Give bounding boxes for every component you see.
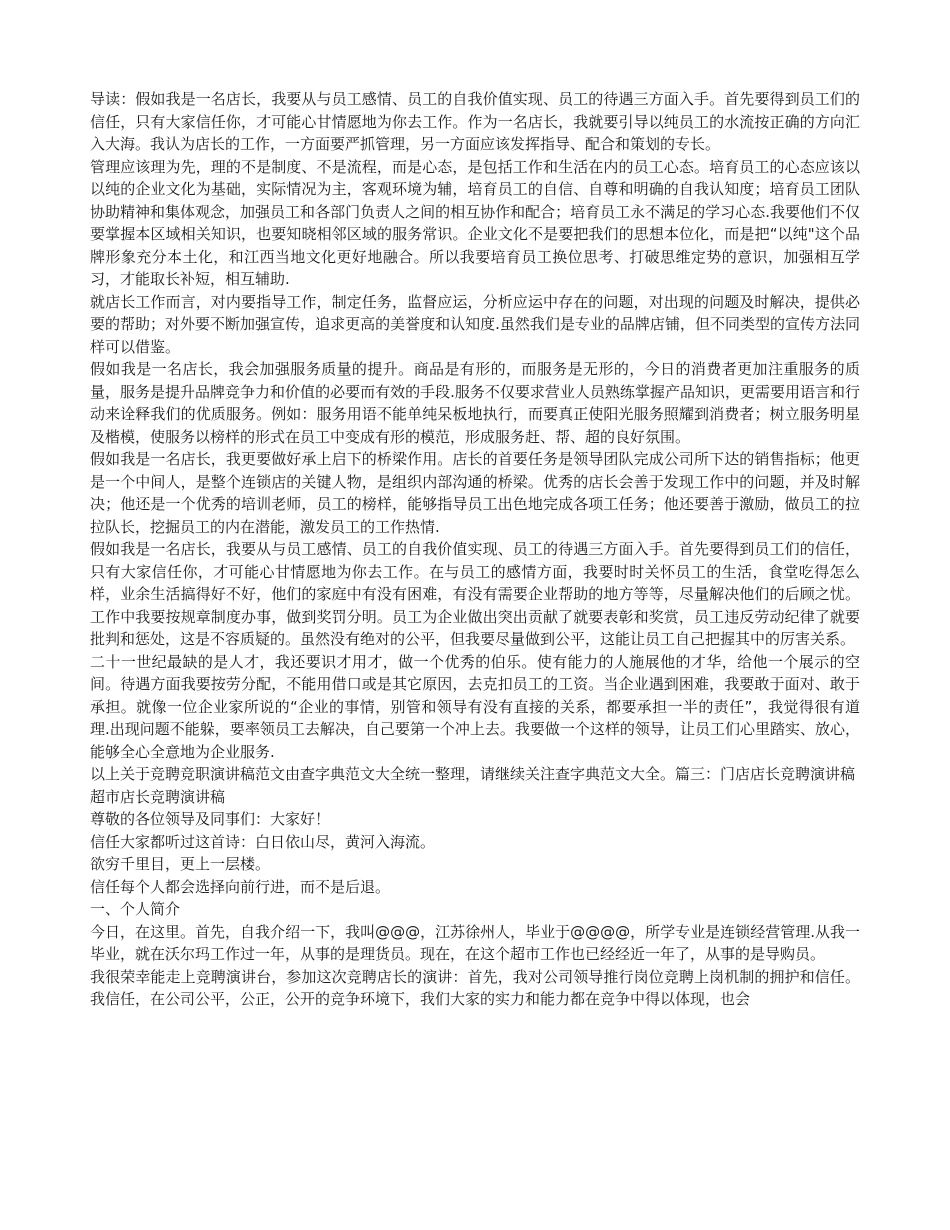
section-title: 超市店长竞聘演讲稿 [90, 787, 226, 806]
paragraph-poem-1: 信任大家都听过这首诗：白日依山尽，黄河入海流。 [90, 832, 436, 851]
paragraph-manager-work: 就店长工作而言，对内要指导工作，制定任务，监督应运，分析应运中存在的问题，对出现的问题及时解决，提供必要的帮助；对外要不断加强宣传，追求更高的美誉度和认知度.虽然我们是专业的品牌店铺，但不同类型的宣传方法同样可以借鉴。 [90, 292, 860, 356]
paragraph-greeting: 尊敬的各位领导及同事们：大家好！ [90, 810, 331, 828]
paragraph-source-note: 以上关于竞聘竞职演讲稿范文由查字典范文大全统一整理，请继续关注查字典范文大全。篇三：门店店长竞聘演讲稿 [90, 765, 856, 783]
paragraph-employee-relations: 假如我是一名店长，我要从与员工感情、员工的自我价值实现、员工的待遇三方面入手。首先要得到员工们的信任，只有大家信任你，才可能心甘情愿地为你去工作。在与员工的感情方面，我要时时关怀员工的生活，食堂吃得怎么样，业余生活搞得好不好，他们的家庭中有没有困难，有没有需要企业帮助的地方等等，尽量解决他们的后顾之忧。工作中我要按规章制度办事，做到奖罚分明。员工为企业做出突出贡献了就要表彰和奖赏，员工违反劳动纪律了就要批判和惩处，这是不容质疑的。虽然没有绝对的公平，但我要尽量做到公平，这能让员工自己把握其中的厉害关系。 [90, 540, 860, 648]
paragraph-poem-2: 欲穷千里目，更上一层楼。 [90, 855, 271, 873]
paragraph-intro: 导读：假如我是一名店长，我要从与员工感情、员工的自我价值实现、员工的待遇三方面入手。首先要得到员工们的信任，只有大家信任你，才可能心甘情愿地为你去工作。作为一名店长，我就要引导以纯员工的水流按正确的方向汇入大海。我认为店长的工作，一方面要严抓管理，另一方面应该发挥指导、配合和策划的专长。 [90, 90, 860, 153]
paragraph-service-quality: 假如我是一名店长，我会加强服务质量的提升。商品是有形的，而服务是无形的，今日的消费者更加注重服务的质量，服务是提升品牌竞争力和价值的必要而有效的手段.服务不仅要求营业人员熟练掌握产品知识，更需要用语言和行动来诠释我们的优质服务。例如：服务用语不能单纯呆板地执行，而要真正使阳光服务照耀到消费者；树立服务明星及楷模，使服务以榜样的形式在员工中变成有形的模范，形成服务赶、帮、超的良好氛围。 [90, 360, 860, 446]
paragraph-honored: 我很荣幸能走上竞聘演讲台，参加这次竞聘店长的演讲：首先，我对公司领导推行岗位竞聘上岗机制的拥护和信任。我信任，在公司公平，公正，公开的竞争环境下，我们大家的实力和能力都在竞争中得以体现，也会 [90, 967, 860, 1008]
paragraph-talent: 二十一世纪最缺的是人才，我还要识才用才，做一个优秀的伯乐。使有能力的人施展他的才华，给他一个展示的空间。待遇方面我要按劳分配，不能用借口或是其它原因，去克扣员工的工资。当企业遇到困难，我要敢于面对、敢于承担。就像一位企业家所说的“企业的事情，别管和领导有没有直接的关系，都要承担一半的责任”，我觉得很有道理.出现问题不能躲，要率领员工去解决，自己要第一个冲上去。我要做一个这样的领导，让员工们心里踏实、放心，能够全心全意地为企业服务. [90, 652, 860, 761]
document-body [90, 88, 860, 1011]
paragraph-management: 管理应该理为先，理的不是制度、不是流程，而是心态，是包括工作和生活在内的员工心态。培育员工的心态应该以以纯的企业文化为基础，实际情况为主，客观环境为辅，培育员工的自信、自尊和明确的自我认知度；培育员工团队协助精神和集体观念，加强员工和各部门负责人之间的相互协作和配合；培育员工永不满足的学习心态.我要他们不仅要掌握本区域相关知识，也要知晓相邻区域的服务常识。企业文化不是要把我们的思想本位化，而是把“以纯"这个品牌形象充分本土化，和江西当地文化更好地融合。所以我要培育员工换位思考、打破思维定势的意识，加强相互学习，才能取长补短，相互辅助. [90, 157, 860, 288]
paragraph-forward: 信任每个人都会选择向前行进，而不是后退。 [90, 877, 391, 896]
paragraph-bridge-role: 假如我是一名店长，我更要做好承上启下的桥梁作用。店长的首要任务是领导团队完成公司所下达的销售指标；他更是一个中间人，是整个连锁店的关键人物，是组织内部沟通的桥梁。优秀的店长会善于发现工作中的问题，并及时解决；他还是一个优秀的培训老师，员工的榜样，能够指导员工出色地完成各项工任务；他还要善于激励，做员工的拉拉队长，挖掘员工的内在潜能，激发员工的工作热情. [90, 450, 860, 536]
heading-personal-intro: 一、个人简介 [90, 900, 181, 918]
paragraph-self-intro: 今日，在这里。首先，自我介绍一下，我叫@@@，江苏徐州人，毕业于@@@@，所学专业是连锁经营管理.从我一毕业，就在沃尔玛工作过一年，从事的是理货员。现在，在这个超市工作也已经经近一年了，从事的是导购员。 [90, 922, 860, 963]
